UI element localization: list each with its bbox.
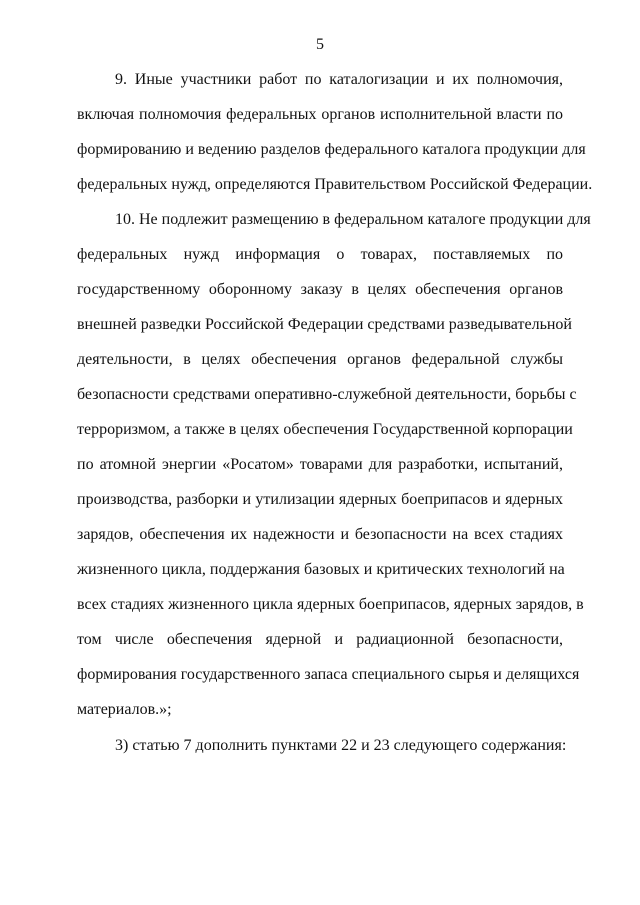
text-line: терроризмом, а также в целях обеспечения Государственной корпорации <box>77 421 573 438</box>
text-line: федеральных нужд, определяются Правительством Российской Федерации. <box>77 176 593 193</box>
text-line: федеральных нужд информация о товарах, поставляемых по <box>77 246 563 263</box>
text-line: том числе обеспечения ядерной и радиационной безопасности, <box>77 631 563 648</box>
text-line: государственному оборонному заказу в целях обеспечения органов <box>77 281 563 298</box>
text-line: производства, разборки и утилизации ядерных боеприпасов и ядерных <box>77 491 563 508</box>
text-line: жизненного цикла, поддержания базовых и критических технологий на <box>77 561 565 578</box>
text-line: формированию и ведению разделов федерального каталога продукции для <box>77 141 586 158</box>
text-line: безопасности средствами оперативно-служебной деятельности, борьбы с <box>77 386 577 403</box>
page-number: 5 <box>316 36 324 53</box>
text-line: всех стадиях жизненного цикла ядерных боеприпасов, ядерных зарядов, в <box>77 596 584 613</box>
text-line: материалов.»; <box>77 701 172 718</box>
text-line: формирования государственного запаса специального сырья и делящихся <box>77 666 580 683</box>
text-line: 10. Не подлежит размещению в федеральном каталоге продукции для <box>115 211 591 228</box>
text-line: включая полномочия федеральных органов исполнительной власти по <box>77 106 563 123</box>
text-line: зарядов, обеспечения их надежности и безопасности на всех стадиях <box>77 526 563 543</box>
text-line: по атомной энергии «Росатом» товарами для разработки, испытаний, <box>77 456 563 473</box>
text-line: 3) статью 7 дополнить пунктами 22 и 23 следующего содержания: <box>115 737 567 754</box>
text-line: деятельности, в целях обеспечения органов федеральной службы <box>77 351 563 368</box>
text-line: 9. Иные участники работ по каталогизации и их полномочия, <box>115 71 563 88</box>
text-line: внешней разведки Российской Федерации средствами разведывательной <box>77 316 572 333</box>
